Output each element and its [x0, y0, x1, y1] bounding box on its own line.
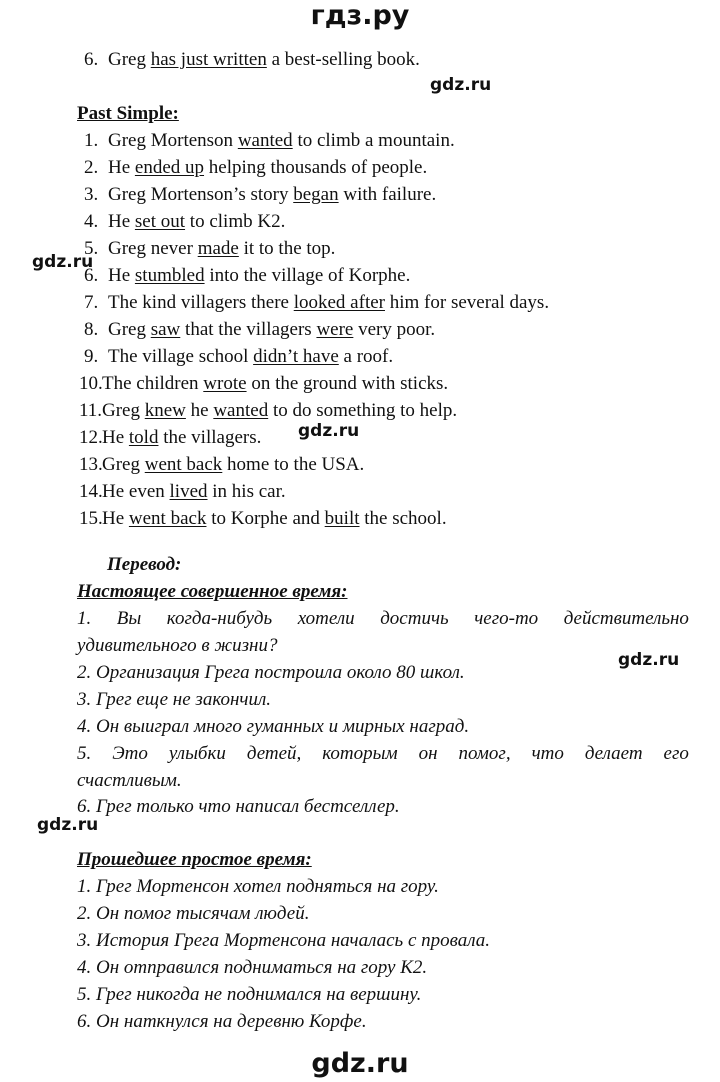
item-text: He [102, 427, 129, 448]
item-number: 10. [79, 373, 103, 394]
item-number: 15. [79, 508, 103, 529]
underlined-verb: stumbled [134, 265, 205, 286]
ru-perfect-item-1-cont: удивительного в жизни? [77, 635, 278, 656]
past-simple-item [84, 293, 549, 312]
item-number: 11. [79, 400, 103, 421]
ru-past-item-6: 6. Он наткнулся на деревню Корфе. [77, 1011, 367, 1032]
item-text: The kind villagers there [108, 292, 294, 313]
ru-past-item-5: 5. Грег никогда не поднимался на вершину. [77, 984, 422, 1005]
ru-past-item-2: 2. Он помог тысячам людей. [77, 903, 310, 924]
word: Вы [116, 608, 142, 629]
translation-title: Перевод: [107, 554, 182, 575]
word: которым [322, 743, 398, 764]
watermark: gdz.ru [32, 252, 94, 272]
present-perfect-ru-heading: Настоящее совершенное время: [77, 581, 348, 602]
item-text: it to the top. [238, 238, 336, 259]
item-text: Greg [108, 49, 151, 70]
item-text: He [108, 211, 135, 232]
item-number: 6. [84, 265, 99, 286]
underlined-verb: wanted [213, 400, 269, 421]
underlined-verb: began [293, 184, 339, 205]
past-simple-item [84, 185, 436, 204]
ru-past-item-1: 1. Грег Мортенсон хотел подняться на гору. [77, 876, 439, 897]
item-number: 4. [84, 211, 99, 232]
item-number: 7. [84, 292, 99, 313]
word: детей, [246, 743, 302, 764]
past-simple-item [79, 374, 448, 393]
word: 5. [77, 743, 92, 764]
watermark: gdz.ru [430, 75, 492, 95]
item-number: 3. [84, 184, 99, 205]
word: чего-то [474, 608, 539, 629]
item-text: that the villagers [180, 319, 317, 340]
past-simple-ru-heading: Прошедшее простое время: [77, 849, 312, 870]
item-text: to climb a mountain. [292, 130, 455, 151]
ru-perfect-item-5 [77, 744, 689, 763]
underlined-verb: lived [169, 481, 208, 502]
past-simple-item [79, 455, 364, 474]
past-simple-heading: Past Simple: [77, 103, 179, 124]
word: что [531, 743, 564, 764]
word: когда-нибудь [166, 608, 273, 629]
ru-perfect-item-6: 6. Грег только что написал бестселлер. [77, 796, 400, 817]
ru-past-item-3: 3. История Грега Мортенсона началась с провала. [77, 930, 491, 951]
item-text: Greg Mortenson [108, 130, 238, 151]
item-text: helping thousands of people. [204, 157, 428, 178]
item-text: Greg never [108, 238, 198, 259]
underlined-verb: has just written [150, 49, 267, 70]
item-text: He [102, 508, 129, 529]
underlined-verb: went back [128, 508, 207, 529]
item-text: He even [102, 481, 170, 502]
past-simple-item [79, 482, 286, 501]
item-text: home to the USA. [222, 454, 365, 475]
underlined-verb: ended up [134, 157, 205, 178]
item-text: The children [102, 373, 204, 394]
word: действительно [563, 608, 689, 629]
ru-perfect-item-3: 3. Грег еще не закончил. [77, 689, 272, 710]
item-text: Greg [102, 400, 145, 421]
item-number: 8. [84, 319, 99, 340]
underlined-verb: wrote [203, 373, 247, 394]
watermark: gdz.ru [618, 650, 680, 670]
word: хотели [297, 608, 355, 629]
present-perfect-item-6 [84, 50, 420, 69]
item-text: on the ground with sticks. [246, 373, 449, 394]
word: 1. [77, 608, 92, 629]
item-text: Greg [108, 319, 151, 340]
ru-perfect-item-5-cont: счастливым. [77, 770, 182, 791]
past-simple-item [84, 212, 285, 231]
item-text: him for several days. [384, 292, 550, 313]
underlined-verb: saw [150, 319, 181, 340]
watermark: gdz.ru [298, 421, 360, 441]
item-number: 9. [84, 346, 99, 367]
item-number: 14. [79, 481, 103, 502]
item-text: to do something to help. [268, 400, 458, 421]
underlined-verb: told [128, 427, 159, 448]
underlined-verb: made [197, 238, 239, 259]
underlined-verb: looked after [293, 292, 385, 313]
ru-perfect-item-1 [77, 609, 689, 628]
item-text: He [108, 157, 135, 178]
item-number: 6. [84, 49, 99, 70]
item-number: 1. [84, 130, 99, 151]
word: его [663, 743, 689, 764]
word: делает [584, 743, 643, 764]
past-simple-item [79, 509, 447, 528]
underlined-verb: knew [144, 400, 186, 421]
underlined-verb: went back [144, 454, 223, 475]
word: Это [112, 743, 148, 764]
word: достичь [380, 608, 449, 629]
underlined-verb: were [316, 319, 354, 340]
item-number: 12. [79, 427, 103, 448]
past-simple-item [79, 401, 457, 420]
underlined-verb: set out [134, 211, 186, 232]
item-text: The village school [108, 346, 254, 367]
item-number: 5. [84, 238, 99, 259]
item-text: the villagers. [158, 427, 262, 448]
item-text: with failure. [338, 184, 437, 205]
past-simple-item [84, 158, 427, 177]
item-text: the school. [359, 508, 447, 529]
item-text: Greg Mortenson’s story [108, 184, 294, 205]
past-simple-item [84, 131, 455, 150]
ru-perfect-item-4: 4. Он выиграл много гуманных и мирных наград. [77, 716, 470, 737]
word: помог, [458, 743, 511, 764]
underlined-verb: didn’t have [253, 346, 339, 367]
ru-perfect-item-2: 2. Организация Грега построила около 80 школ. [77, 662, 465, 683]
item-text: a best-selling book. [266, 49, 420, 70]
past-simple-item [79, 428, 261, 447]
past-simple-item [84, 266, 410, 285]
word: он [418, 743, 438, 764]
item-text: in his car. [207, 481, 286, 502]
item-text: He [108, 265, 135, 286]
underlined-verb: wanted [237, 130, 293, 151]
item-text: Greg [102, 454, 145, 475]
word: улыбки [168, 743, 226, 764]
item-text: to climb K2. [185, 211, 286, 232]
watermark: gdz.ru [37, 815, 99, 835]
watermark-bottom: gdz.ru [311, 1048, 409, 1079]
item-text: he [185, 400, 214, 421]
item-number: 13. [79, 454, 103, 475]
item-text: very poor. [353, 319, 436, 340]
item-text: to Korphe and [206, 508, 325, 529]
ru-past-item-4: 4. Он отправился подниматься на гору K2. [77, 957, 428, 978]
item-number: 2. [84, 157, 99, 178]
past-simple-item [84, 239, 335, 258]
past-simple-item [84, 320, 435, 339]
underlined-verb: built [324, 508, 360, 529]
watermark-top: гдз.ру [310, 0, 410, 31]
item-text: a roof. [338, 346, 394, 367]
past-simple-item [84, 347, 393, 366]
item-text: into the village of Korphe. [204, 265, 411, 286]
